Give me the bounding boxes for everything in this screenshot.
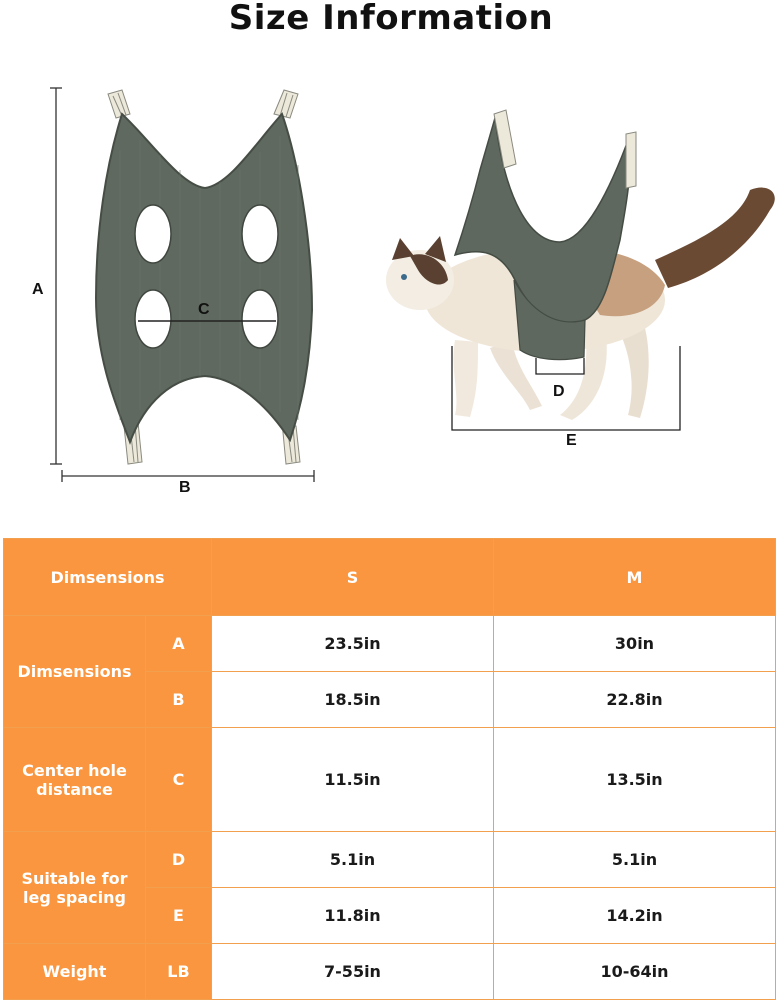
size-table [3,538,776,1000]
label-e: E [566,432,577,449]
row-key: C [146,727,212,831]
group-dimensions: Dimsensions [4,616,146,728]
cell-s: 5.1in [212,832,494,888]
header-size-m: M [494,539,776,616]
group-label-line: distance [36,779,113,799]
flat-hammock [96,90,312,464]
row-key: A [146,616,212,672]
group-label-line: Center hole [22,760,127,780]
group-label-line: Suitable for [21,868,128,888]
cell-m: 30in [494,616,776,672]
cell-m: 13.5in [494,727,776,831]
cat-in-hammock [386,110,775,430]
table-row [4,616,776,672]
group-center-hole-distance [4,727,146,831]
table-header-row [4,539,776,616]
cell-m: 14.2in [494,888,776,944]
cell-s: 23.5in [212,616,494,672]
row-key: E [146,888,212,944]
label-a: A [32,281,44,298]
hammock-illustration [0,70,782,510]
cell-s: 11.8in [212,888,494,944]
cell-s: 11.5in [212,727,494,831]
group-leg-spacing [4,832,146,944]
label-b: B [179,479,191,496]
cell-m: 10-64in [494,944,776,1000]
cell-s: 18.5in [212,671,494,727]
label-c: C [198,301,210,318]
product-diagram [0,70,782,510]
group-label-line: leg spacing [23,887,126,907]
table-row [4,944,776,1000]
dimension-a-line [50,88,62,464]
page-title: Size Information [228,0,554,38]
row-key: B [146,671,212,727]
cell-s: 7-55in [212,944,494,1000]
table-row [4,727,776,831]
group-weight: Weight [4,944,146,1000]
cell-m: 5.1in [494,832,776,888]
header-size-s: S [212,539,494,616]
cell-m: 22.8in [494,671,776,727]
table-row [4,832,776,888]
label-d: D [553,383,565,400]
dimension-d-line [536,358,584,374]
header-dimensions: Dimsensions [4,539,212,616]
row-key: LB [146,944,212,1000]
row-key: D [146,832,212,888]
